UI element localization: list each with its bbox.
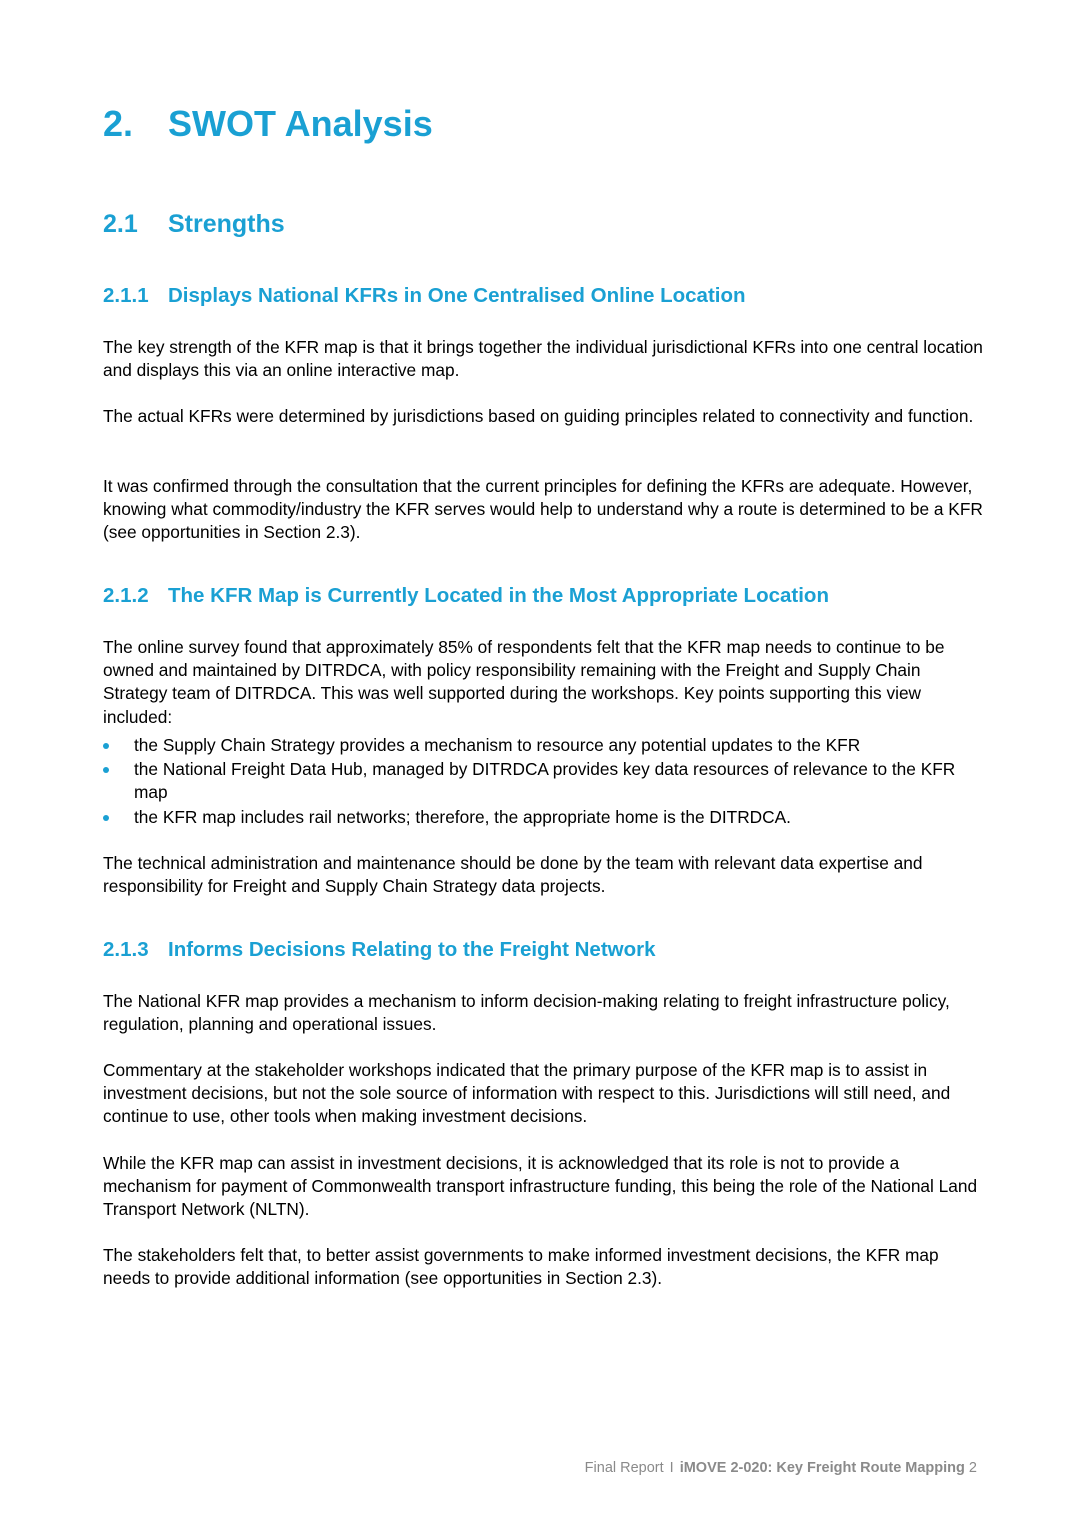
- heading-title: Displays National KFRs in One Centralised Online Location: [168, 284, 746, 307]
- footer-separator: I: [669, 1460, 674, 1476]
- heading-2-1-2: [103, 583, 829, 609]
- list-item-text: the KFR map includes rail networks; therefore, the appropriate home is the DITRDCA.: [134, 806, 791, 827]
- paragraph: The actual KFRs were determined by jurisdictions based on guiding principles related to connectivity and function.: [103, 406, 974, 426]
- paragraph: The stakeholders felt that, to better assist governments to make informed investment decisions, the KFR map needs to provide additional information (see opportunities in Section 2.3).: [103, 1245, 939, 1289]
- heading-2-1-1: [103, 283, 746, 309]
- heading-number: 2.1: [103, 210, 138, 238]
- heading-2-1-3: [103, 937, 656, 963]
- paragraph: Commentary at the stakeholder workshops indicated that the primary purpose of the KFR map is to assist in investment decisions, but not the sole source of information with respect to this. Jurisdictions will still need, and continue to use, other tools when making investment decisions.: [103, 1060, 951, 1127]
- list-item: [103, 734, 983, 757]
- list-item: [103, 758, 983, 804]
- bullet-icon: [103, 815, 109, 821]
- footer-project-title: iMOVE 2-020: Key Freight Route Mapping: [679, 1460, 965, 1476]
- footer-report-label: Final Report: [584, 1460, 664, 1476]
- bullet-list: [103, 734, 983, 830]
- paragraph: While the KFR map can assist in investment decisions, it is acknowledged that its role is not to provide a mechanism for payment of Commonwealth transport infrastructure funding, this being the role of the National Land Transport Network (NLTN).: [103, 1153, 978, 1220]
- page-footer: [585, 1460, 977, 1476]
- heading-title: The KFR Map is Currently Located in the Most Appropriate Location: [168, 584, 829, 607]
- heading-title: Strengths: [168, 210, 285, 238]
- bullet-icon: [103, 767, 109, 773]
- heading-title: SWOT Analysis: [168, 103, 433, 144]
- paragraph: The National KFR map provides a mechanism to inform decision-making relating to freight infrastructure policy, regulation, planning and operational issues.: [103, 991, 950, 1035]
- heading-number: 2.1.3: [103, 938, 149, 961]
- list-item-text: the Supply Chain Strategy provides a mechanism to resource any potential updates to the KFR: [134, 735, 861, 755]
- paragraph: The online survey found that approximately 85% of respondents felt that the KFR map needs to continue to be owned and maintained by DITRDCA, with policy responsibility remaining with the Freight and Supply Chain Strategy team of DITRDCA. This was well supported during the workshops. Key points supporting this view included:: [103, 637, 945, 727]
- list-item-text: the National Freight Data Hub, managed by DITRDCA provides key data resources of relevance to the KFR map: [134, 759, 956, 803]
- section-heading-swot: [103, 102, 433, 146]
- list-item: [103, 806, 983, 829]
- paragraph: It was confirmed through the consultation that the current principles for defining the KFRs are adequate. However, knowing what commodity/industry the KFR serves would help to understand why a route is determined to be a KFR (see opportunities in Section 2.3).: [103, 476, 983, 543]
- heading-number: 2.: [103, 103, 134, 144]
- heading-number: 2.1.2: [103, 584, 149, 607]
- page-number: 2: [968, 1460, 977, 1476]
- bullet-icon: [103, 743, 109, 749]
- subsection-heading-strengths: [103, 208, 285, 240]
- heading-title: Informs Decisions Relating to the Freight Network: [168, 938, 656, 961]
- paragraph: The technical administration and maintenance should be done by the team with relevant data expertise and responsibility for Freight and Supply Chain Strategy data projects.: [103, 853, 923, 897]
- heading-number: 2.1.1: [103, 284, 149, 307]
- paragraph: The key strength of the KFR map is that it brings together the individual jurisdictional KFRs into one central location and displays this via an online interactive map.: [103, 337, 983, 381]
